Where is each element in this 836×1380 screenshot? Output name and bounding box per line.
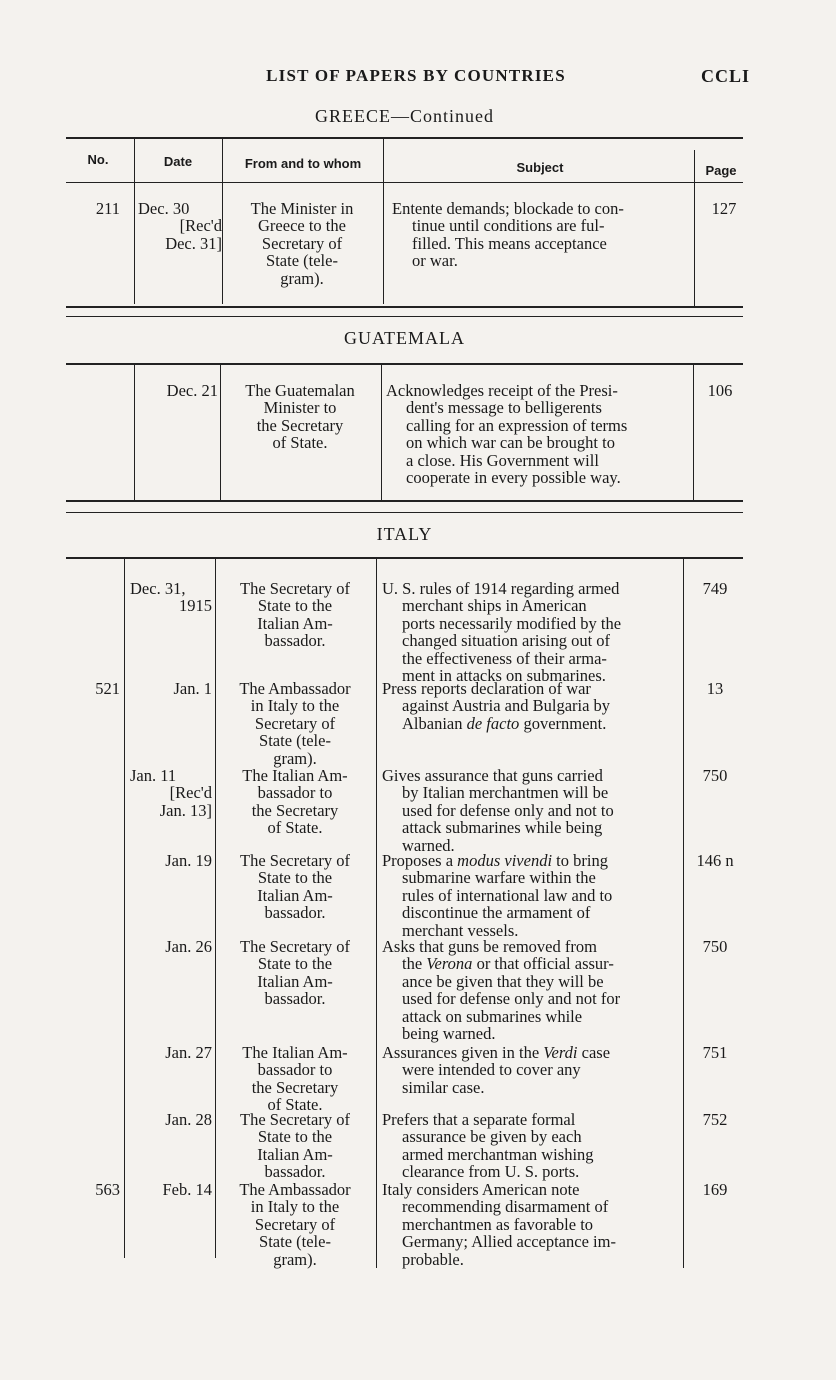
paper-date	[130, 680, 212, 697]
text-line: bassador.	[264, 989, 326, 1009]
paper-subject	[382, 852, 682, 939]
paper-subject	[382, 767, 682, 854]
text-line: The Secretary of	[240, 851, 350, 870]
text-line: calling for an expression of terms	[406, 415, 628, 435]
paper-from-to	[219, 1044, 371, 1114]
text-line: Dec. 30	[138, 199, 190, 218]
page-number: CCLI	[700, 66, 750, 86]
section-title-greece: GREECE—Continued	[315, 106, 494, 126]
text-line: by Italian merchantmen will be	[402, 783, 609, 803]
paper-from-to	[226, 200, 378, 287]
text-line: of State.	[267, 818, 323, 838]
text-line: State (tele-	[259, 731, 331, 751]
text-line: [Rec'd	[169, 783, 212, 803]
text-line: the effectiveness of their arma-	[402, 648, 607, 668]
text-line: clearance from U. S. ports.	[402, 1162, 580, 1182]
paper-date	[130, 852, 212, 869]
paper-page: 752	[702, 1110, 728, 1129]
paper-from-to	[219, 1111, 371, 1181]
text-line: Dec. 31,	[130, 579, 186, 598]
text-line: Acknowledges receipt of the Presi-	[386, 381, 618, 400]
paper-subject	[382, 680, 682, 732]
paper-subject	[382, 1181, 682, 1268]
paper-page: 146 n	[696, 851, 734, 870]
paper-from-to	[219, 580, 371, 650]
paper-number: 563	[95, 1180, 120, 1199]
column-header-no: No.	[87, 152, 109, 167]
text-line: bassador.	[264, 1162, 326, 1182]
text-line: bassador.	[264, 631, 326, 651]
text-line: Entente demands; blockade to con-	[392, 199, 624, 218]
text-line: gram).	[280, 268, 324, 288]
text-line: used for defense only and not for	[402, 989, 621, 1009]
text-line: The Italian Am-	[242, 766, 348, 785]
text-line: tinue until conditions are ful-	[412, 216, 605, 236]
text-line: Secretary of	[254, 1214, 336, 1234]
text-line: Italian Am-	[257, 613, 333, 633]
text-line: Italy considers American note	[382, 1180, 580, 1199]
text-line: Jan. 11	[130, 766, 177, 785]
text-line: recommending disarmament of	[402, 1197, 609, 1217]
paper-date	[130, 580, 212, 615]
text-line: Italian Am-	[257, 885, 333, 905]
header-bottom-rule	[66, 182, 743, 183]
text-line: on which war can be brought to	[406, 433, 615, 453]
paper-subject	[392, 200, 688, 270]
paper-from-to	[219, 938, 371, 1008]
text-line: ports necessarily modified by the	[402, 613, 622, 633]
text-line: Jan. 26	[165, 937, 212, 956]
text-line: discontinue the armament of	[402, 903, 591, 923]
text-line: Albanian de facto government.	[402, 713, 607, 733]
text-line: the Secretary	[251, 1077, 339, 1097]
text-line: filled. This means acceptance	[412, 233, 607, 253]
text-line: State to the	[257, 596, 333, 616]
text-line: Greece to the	[258, 216, 346, 236]
paper-subject	[382, 1111, 682, 1181]
text-line: U. S. rules of 1914 regarding armed	[382, 579, 620, 598]
paper-subject	[386, 382, 686, 486]
text-line: Feb. 14	[162, 1180, 212, 1199]
paper-from-to	[224, 382, 376, 452]
column-rule	[124, 558, 125, 1258]
paper-date	[130, 1181, 212, 1198]
text-line: [Rec'd	[179, 216, 222, 236]
paper-from-to	[219, 852, 371, 922]
paper-page: 749	[702, 579, 728, 598]
section-end-rule	[66, 512, 743, 513]
text-line: gram).	[273, 1249, 317, 1269]
text-line: State (tele-	[266, 251, 338, 271]
text-line: similar case.	[402, 1077, 485, 1097]
column-rule	[215, 558, 216, 1258]
text-line: the Secretary	[256, 415, 344, 435]
text-line: Minister to	[263, 398, 337, 418]
paper-from-to	[219, 1181, 371, 1268]
section-end-rule	[66, 316, 743, 317]
text-line: Dec. 31]	[165, 233, 222, 253]
text-line: Gives assurance that guns carried	[382, 766, 603, 785]
text-line: Jan. 1	[173, 679, 212, 698]
text-line: in Italy to the	[250, 696, 340, 716]
text-line: in Italy to the	[250, 1197, 340, 1217]
text-line: warned.	[402, 835, 455, 855]
column-header-from: From and to whom	[244, 156, 362, 171]
column-rule	[376, 558, 377, 1268]
text-line: Proposes a modus vivendi to bring	[382, 851, 608, 870]
text-line: The Guatemalan	[245, 381, 355, 400]
paper-subject	[382, 580, 682, 684]
text-line: probable.	[402, 1249, 464, 1269]
table-top-rule	[66, 137, 743, 139]
column-rule	[694, 150, 695, 306]
text-line: The Ambassador	[239, 1180, 351, 1199]
column-rule	[381, 364, 382, 500]
paper-page: 106	[707, 381, 733, 400]
paper-date	[130, 1111, 212, 1128]
paper-page: 169	[702, 1180, 728, 1199]
text-line: Jan. 13]	[159, 800, 212, 820]
text-line: The Secretary of	[240, 579, 350, 598]
text-line: Jan. 19	[165, 851, 212, 870]
text-line: Germany; Allied acceptance im-	[402, 1232, 616, 1252]
section-end-rule	[66, 500, 743, 502]
section-end-rule	[66, 306, 743, 308]
text-line: Secretary of	[261, 233, 343, 253]
paper-from-to	[219, 680, 371, 767]
text-line: or war.	[412, 251, 458, 271]
paper-date	[130, 767, 212, 819]
text-line: assurance be given by each	[402, 1127, 582, 1147]
paper-page: 751	[702, 1043, 728, 1062]
section-top-rule	[66, 557, 743, 559]
paper-page: 750	[702, 937, 728, 956]
text-line: bassador to	[257, 1060, 333, 1080]
text-line: Asks that guns be removed from	[382, 937, 597, 956]
text-line: bassador.	[264, 903, 326, 923]
column-header-subject: Subject	[516, 160, 564, 175]
text-line: submarine warfare within the	[402, 868, 596, 888]
paper-page: 750	[702, 766, 728, 785]
text-line: against Austria and Bulgaria by	[402, 696, 611, 716]
text-line: The Secretary of	[240, 937, 350, 956]
text-line: being warned.	[402, 1024, 496, 1044]
column-header-date: Date	[163, 154, 193, 169]
paper-date	[138, 382, 218, 399]
text-line: Italian Am-	[257, 1144, 333, 1164]
paper-date	[130, 938, 212, 955]
column-rule	[134, 137, 135, 304]
text-line: The Italian Am-	[242, 1043, 348, 1062]
text-line: of State.	[267, 1095, 323, 1115]
column-rule	[683, 558, 684, 1268]
paper-from-to	[219, 767, 371, 837]
text-line: ment in attacks on submarines.	[402, 666, 606, 686]
running-header-title: LIST OF PAPERS BY COUNTRIES	[266, 66, 566, 85]
text-line: Press reports declaration of war	[382, 679, 591, 698]
text-line: of State.	[272, 433, 328, 453]
paper-subject	[382, 1044, 682, 1096]
column-rule	[383, 137, 384, 304]
text-line: rules of international law and to	[402, 885, 613, 905]
text-line: used for defense only and not to	[402, 800, 614, 820]
text-line: dent's message to belligerents	[406, 398, 602, 418]
paper-subject	[382, 938, 682, 1042]
text-line: State to the	[257, 954, 333, 974]
text-line: merchant ships in American	[402, 596, 587, 616]
text-line: were intended to cover any	[402, 1060, 581, 1080]
text-line: merchant vessels.	[402, 920, 519, 940]
section-title-italy: ITALY	[376, 524, 433, 544]
paper-date	[138, 200, 222, 252]
text-line: armed merchantman wishing	[402, 1144, 594, 1164]
text-line: attack submarines while being	[402, 818, 603, 838]
column-rule	[220, 364, 221, 500]
text-line: Jan. 28	[165, 1110, 212, 1129]
text-line: merchantmen as favorable to	[402, 1214, 594, 1234]
text-line: the Secretary	[251, 800, 339, 820]
text-line: bassador to	[257, 783, 333, 803]
text-line: attack on submarines while	[402, 1006, 583, 1026]
column-rule	[693, 364, 694, 500]
paper-page: 127	[711, 199, 737, 218]
text-line: Jan. 27	[165, 1043, 212, 1062]
paper-date	[130, 1044, 212, 1061]
text-line: Dec. 21	[166, 381, 218, 400]
section-title-guatemala: GUATEMALA	[344, 328, 465, 348]
text-line: 1915	[179, 596, 212, 616]
text-line: changed situation arising out of	[402, 631, 611, 651]
text-line: ance be given that they will be	[402, 971, 604, 991]
text-line: a close. His Government will	[406, 450, 599, 470]
paper-page: 13	[706, 679, 724, 698]
text-line: State to the	[257, 868, 333, 888]
text-line: cooperate in every possible way.	[406, 468, 621, 488]
text-line: The Secretary of	[240, 1110, 350, 1129]
paper-number: 211	[95, 199, 120, 218]
text-line: The Ambassador	[239, 679, 351, 698]
text-line: Assurances given in the Verdi case	[382, 1043, 611, 1062]
text-line: Italian Am-	[257, 971, 333, 991]
text-line: gram).	[273, 748, 317, 768]
section-top-rule	[66, 363, 743, 365]
text-line: The Minister in	[250, 199, 354, 218]
text-line: the Verona or that official assur-	[402, 954, 614, 974]
text-line: Secretary of	[254, 713, 336, 733]
column-header-page: Page	[705, 163, 737, 178]
column-rule	[222, 137, 223, 304]
text-line: State to the	[257, 1127, 333, 1147]
text-line: State (tele-	[259, 1232, 331, 1252]
column-rule	[134, 364, 135, 500]
text-line: Prefers that a separate formal	[382, 1110, 576, 1129]
paper-number: 521	[95, 679, 120, 698]
